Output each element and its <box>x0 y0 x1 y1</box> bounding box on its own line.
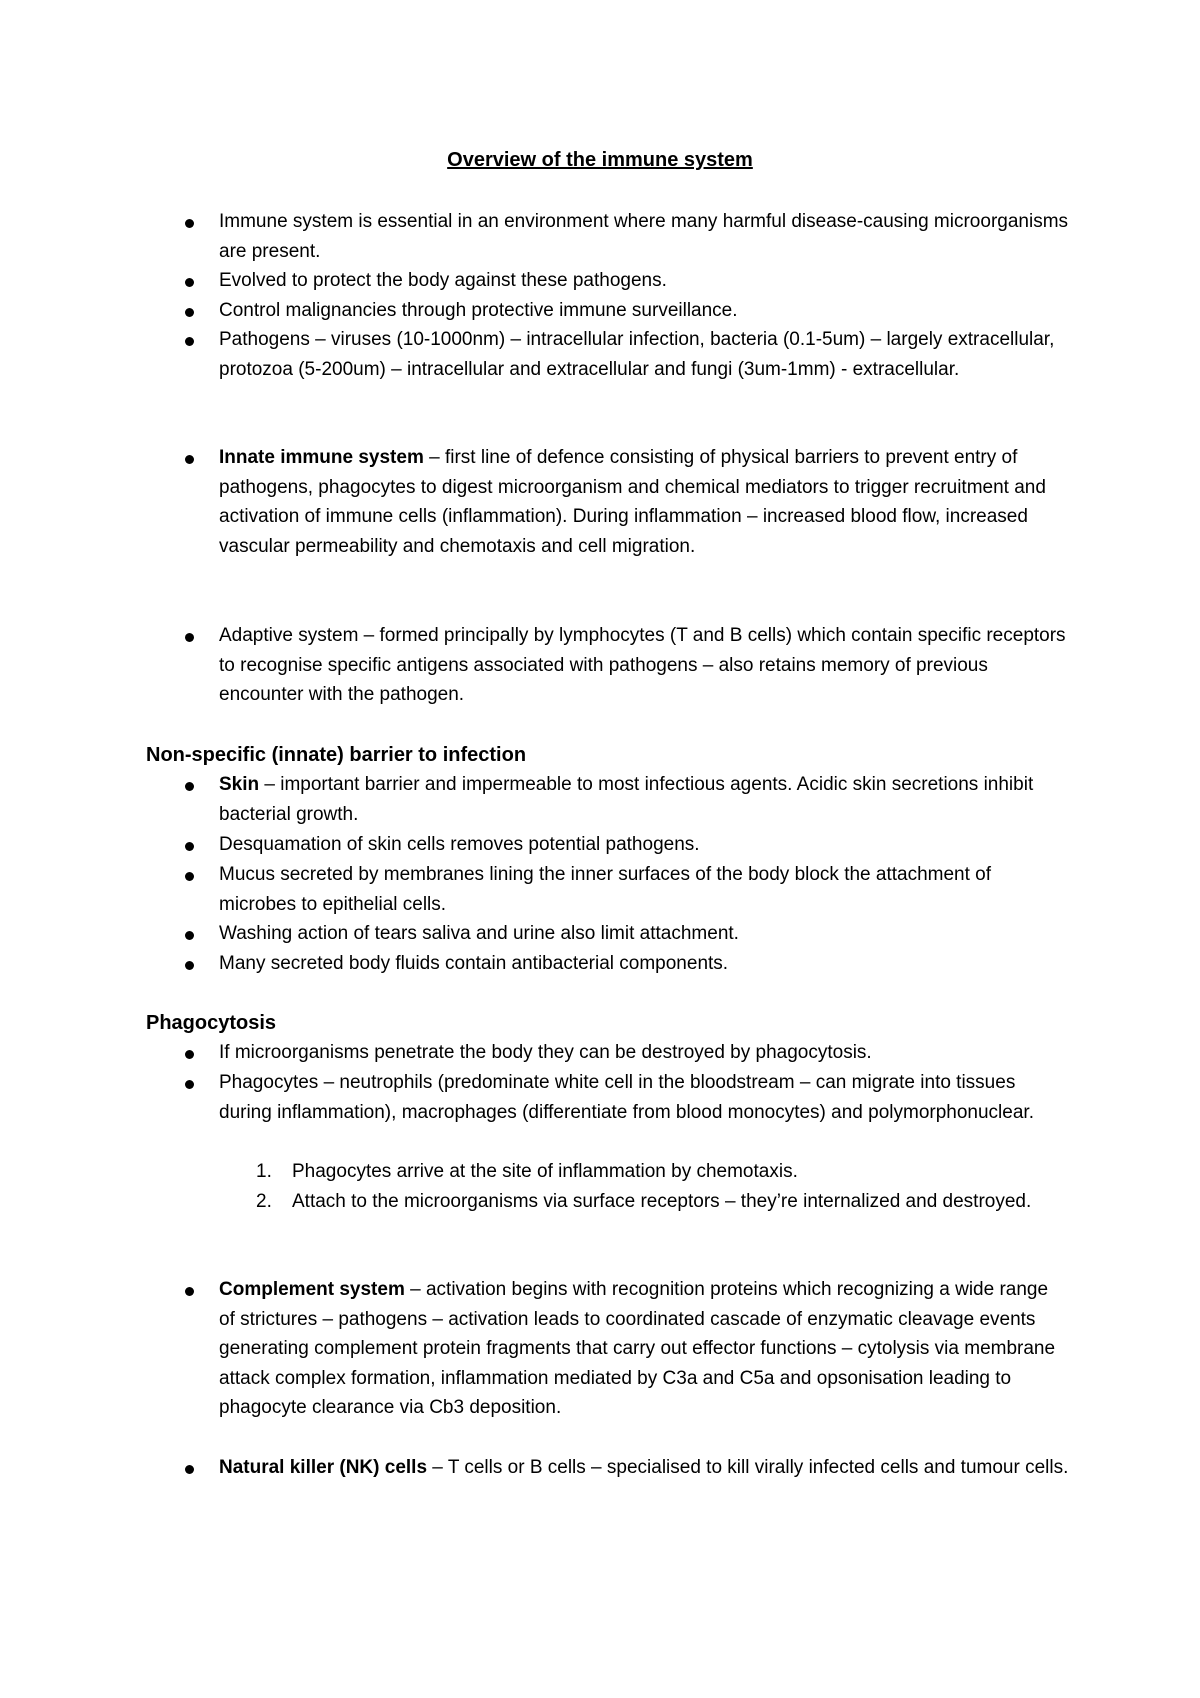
list-item-text: If microorganisms penetrate the body they can be destroyed by phagocytosis. <box>219 1042 872 1063</box>
section-heading: Phagocytosis <box>146 1012 277 1034</box>
step-number: 1. <box>256 1161 272 1182</box>
bullet-icon <box>185 1465 194 1474</box>
list-item <box>219 830 1069 860</box>
bullet-icon <box>185 337 194 346</box>
list-item-complement <box>219 1275 1069 1423</box>
list-item <box>219 949 1069 979</box>
term-label: Complement system <box>219 1279 405 1300</box>
step-text: Phagocytes arrive at the site of inflammation by chemotaxis. <box>292 1161 798 1182</box>
list-item <box>219 325 1069 384</box>
list-item <box>219 1068 1069 1127</box>
list-item <box>219 266 1069 296</box>
page-title: Overview of the immune system <box>447 149 753 171</box>
bullet-icon <box>185 308 194 317</box>
list-item <box>219 860 1069 919</box>
list-item-text: Immune system is essential in an environment where many harmful disease-causing microorganisms are present. <box>219 211 1069 262</box>
list-item-nk <box>219 1453 1069 1483</box>
bullet-icon <box>185 1050 194 1059</box>
list-item-innate <box>219 443 1069 561</box>
term-label: Natural killer (NK) cells <box>219 1457 428 1478</box>
step-number: 2. <box>256 1191 272 1212</box>
list-item-text: Pathogens – viruses (10-1000nm) – intracellular infection, bacteria (0.1-5um) – largely extracellular, protozoa (5-200um) – intracellular and extracellular and fungi (3um-1mm) - extracellular. <box>219 329 1055 380</box>
list-item-text: Washing action of tears saliva and urine also limit attachment. <box>219 923 739 944</box>
term-label: Skin <box>219 774 260 795</box>
list-item-text: Mucus secreted by membranes lining the inner surfaces of the body block the attachment of microbes to epithelial cells. <box>219 864 992 915</box>
bullet-icon <box>185 842 194 851</box>
list-item-text: Desquamation of skin cells removes potential pathogens. <box>219 834 700 855</box>
list-item <box>219 1038 1069 1068</box>
term-label: Innate immune system <box>219 447 424 468</box>
list-item-skin <box>219 770 1069 829</box>
section-heading: Non-specific (innate) barrier to infection <box>146 744 527 766</box>
list-item-text: Control malignancies through protective immune surveillance. <box>219 300 738 321</box>
bullet-icon <box>185 278 194 287</box>
list-item-adaptive <box>219 621 1069 710</box>
bullet-icon <box>185 455 194 464</box>
bullet-icon <box>185 633 194 642</box>
list-item-text: Evolved to protect the body against these pathogens. <box>219 270 667 291</box>
list-item-text: – T cells or B cells – specialised to kill virally infected cells and tumour cells. <box>427 1457 1069 1478</box>
list-item <box>219 207 1069 266</box>
list-item <box>219 919 1069 949</box>
list-item-text: – important barrier and impermeable to most infectious agents. Acidic skin secretions inhibit bacterial growth. <box>219 774 1034 825</box>
bullet-icon <box>185 931 194 940</box>
bullet-icon <box>185 1080 194 1089</box>
bullet-icon <box>185 1287 194 1296</box>
bullet-icon <box>185 219 194 228</box>
bullet-icon <box>185 872 194 881</box>
bullet-icon <box>185 961 194 970</box>
list-item <box>219 296 1069 326</box>
list-item-text: Many secreted body fluids contain antibacterial components. <box>219 953 729 974</box>
list-item-text: – first line of defence consisting of physical barriers to prevent entry of pathogens, phagocytes to digest microorganism and chemical mediators to trigger recruitment and activation of immune cells (inflammation). During inflammation – increased blood flow, increased vascular permeability and chemotaxis and cell migration. <box>219 447 1046 557</box>
list-item-text: – activation begins with recognition proteins which recognizing a wide range of strictures – pathogens – activation leads to coordinated cascade of enzymatic cleavage events generating complement protein fragments that carry out effector functions – cytolysis via membrane attack complex formation, inflammation mediated by C3a and C5a and opsonisation leading to phagocyte clearance via Cb3 deposition. <box>219 1279 1056 1419</box>
bullet-icon <box>185 782 194 791</box>
step-text: Attach to the microorganisms via surface receptors – they’re internalized and destroyed. <box>292 1191 1032 1212</box>
list-item-text: Phagocytes – neutrophils (predominate white cell in the bloodstream – can migrate into tissues during inflammation), macrophages (differentiate from blood monocytes) and polymorphonuclear. <box>219 1072 1034 1123</box>
list-item-text: Adaptive system – formed principally by lymphocytes (T and B cells) which contain specific receptors to recognise specific antigens associated with pathogens – also retains memory of previous encounter with the pathogen. <box>219 625 1066 706</box>
